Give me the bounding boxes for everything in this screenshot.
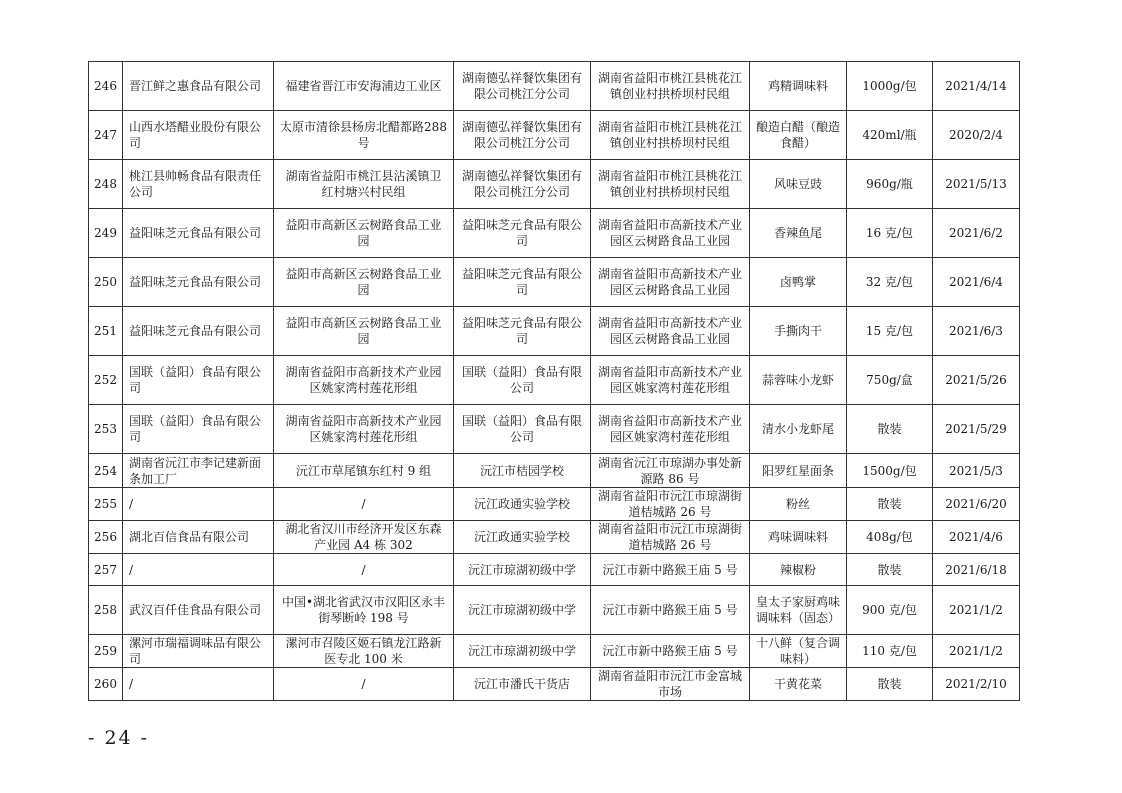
cell-specification: 散装 bbox=[847, 554, 933, 586]
cell-specification: 32 克/包 bbox=[847, 258, 933, 307]
cell-production-date: 2021/5/29 bbox=[933, 405, 1020, 454]
table-row bbox=[89, 668, 1020, 701]
cell-producer-address: 湖南省益阳市桃江县沾溪镇卫红村塘兴村民组 bbox=[274, 160, 454, 209]
table-row bbox=[89, 209, 1020, 258]
cell-producer-address: 湖南省益阳市高新技术产业园区姚家湾村莲花形组 bbox=[274, 405, 454, 454]
page-number: - 24 - bbox=[88, 727, 150, 749]
cell-sampled-unit-address: 沅江市新中路猴王庙 5 号 bbox=[591, 586, 750, 635]
cell-producer-name: 国联（益阳）食品有限公司 bbox=[123, 405, 274, 454]
cell-specification: 散装 bbox=[847, 668, 933, 701]
cell-sampled-unit: 益阳味芝元食品有限公司 bbox=[454, 209, 591, 258]
table-row bbox=[89, 554, 1020, 586]
cell-sampled-unit: 湖南德弘祥餐饮集团有限公司桃江分公司 bbox=[454, 62, 591, 111]
table-row bbox=[89, 454, 1020, 488]
cell-product-name: 鸡味调味料 bbox=[750, 521, 847, 554]
cell-producer-name: 益阳味芝元食品有限公司 bbox=[123, 258, 274, 307]
cell-producer-address: / bbox=[274, 488, 454, 521]
cell-serial-number: 253 bbox=[89, 405, 123, 454]
cell-production-date: 2021/1/2 bbox=[933, 635, 1020, 668]
cell-product-name: 清水小龙虾尾 bbox=[750, 405, 847, 454]
cell-specification: 408g/包 bbox=[847, 521, 933, 554]
cell-serial-number: 250 bbox=[89, 258, 123, 307]
cell-sampled-unit: 益阳味芝元食品有限公司 bbox=[454, 258, 591, 307]
cell-product-name: 酿造白醋（酿造食醋） bbox=[750, 111, 847, 160]
cell-serial-number: 257 bbox=[89, 554, 123, 586]
cell-producer-address: 益阳市高新区云树路食品工业园 bbox=[274, 307, 454, 356]
cell-producer-address: 中国•湖北省武汉市汉阳区永丰街琴断岭 198 号 bbox=[274, 586, 454, 635]
cell-producer-address: / bbox=[274, 668, 454, 701]
cell-producer-address: 湖北省汉川市经济开发区东森产业园 A4 栋 302 bbox=[274, 521, 454, 554]
cell-product-name: 阳罗红星面条 bbox=[750, 454, 847, 488]
cell-production-date: 2021/4/14 bbox=[933, 62, 1020, 111]
cell-sampled-unit: 湖南德弘祥餐饮集团有限公司桃江分公司 bbox=[454, 160, 591, 209]
cell-sampled-unit-address: 湖南省益阳市桃江县桃花江镇创业村拱桥坝村民组 bbox=[591, 62, 750, 111]
cell-product-name: 风味豆豉 bbox=[750, 160, 847, 209]
cell-sampled-unit: 沅江市桔园学校 bbox=[454, 454, 591, 488]
cell-production-date: 2021/4/6 bbox=[933, 521, 1020, 554]
cell-producer-address: 福建省晋江市安海浦边工业区 bbox=[274, 62, 454, 111]
cell-product-name: 辣椒粉 bbox=[750, 554, 847, 586]
table-row bbox=[89, 635, 1020, 668]
cell-serial-number: 247 bbox=[89, 111, 123, 160]
cell-sampled-unit-address: 沅江市新中路猴王庙 5 号 bbox=[591, 554, 750, 586]
cell-production-date: 2021/5/3 bbox=[933, 454, 1020, 488]
cell-producer-address: 湖南省益阳市高新技术产业园区姚家湾村莲花形组 bbox=[274, 356, 454, 405]
cell-specification: 110 克/包 bbox=[847, 635, 933, 668]
cell-producer-name: 山西水塔醋业股份有限公司 bbox=[123, 111, 274, 160]
cell-specification: 1500g/包 bbox=[847, 454, 933, 488]
cell-producer-name: 湖北百信食品有限公司 bbox=[123, 521, 274, 554]
cell-producer-name: / bbox=[123, 488, 274, 521]
cell-sampled-unit-address: 湖南省益阳市高新技术产业园区云树路食品工业园 bbox=[591, 258, 750, 307]
cell-serial-number: 249 bbox=[89, 209, 123, 258]
cell-specification: 15 克/包 bbox=[847, 307, 933, 356]
cell-specification: 散装 bbox=[847, 405, 933, 454]
cell-producer-address: 漯河市召陵区姬石镇龙江路新医专北 100 米 bbox=[274, 635, 454, 668]
table-row bbox=[89, 521, 1020, 554]
cell-producer-address: / bbox=[274, 554, 454, 586]
cell-sampled-unit: 国联（益阳）食品有限公司 bbox=[454, 356, 591, 405]
table-row bbox=[89, 160, 1020, 209]
cell-producer-name: 益阳味芝元食品有限公司 bbox=[123, 307, 274, 356]
cell-sampled-unit-address: 湖南省益阳市桃江县桃花江镇创业村拱桥坝村民组 bbox=[591, 160, 750, 209]
cell-serial-number: 252 bbox=[89, 356, 123, 405]
cell-sampled-unit-address: 湖南省益阳市沅江市金富城市场 bbox=[591, 668, 750, 701]
cell-specification: 1000g/包 bbox=[847, 62, 933, 111]
cell-sampled-unit-address: 湖南省益阳市沅江市琼湖街道桔城路 26 号 bbox=[591, 488, 750, 521]
cell-sampled-unit: 沅江市琼湖初级中学 bbox=[454, 586, 591, 635]
cell-specification: 960g/瓶 bbox=[847, 160, 933, 209]
cell-producer-address: 益阳市高新区云树路食品工业园 bbox=[274, 209, 454, 258]
cell-specification: 420ml/瓶 bbox=[847, 111, 933, 160]
cell-product-name: 皇太子家厨鸡味调味料（固态） bbox=[750, 586, 847, 635]
cell-producer-name: 桃江县帅畅食品有限责任公司 bbox=[123, 160, 274, 209]
cell-serial-number: 255 bbox=[89, 488, 123, 521]
cell-product-name: 鸡精调味料 bbox=[750, 62, 847, 111]
cell-serial-number: 246 bbox=[89, 62, 123, 111]
cell-product-name: 卤鸭掌 bbox=[750, 258, 847, 307]
table-row bbox=[89, 356, 1020, 405]
cell-sampled-unit-address: 湖南省益阳市高新技术产业园区云树路食品工业园 bbox=[591, 209, 750, 258]
cell-serial-number: 251 bbox=[89, 307, 123, 356]
cell-product-name: 手撕肉干 bbox=[750, 307, 847, 356]
cell-sampled-unit: 沅江政通实验学校 bbox=[454, 488, 591, 521]
table-row bbox=[89, 586, 1020, 635]
cell-production-date: 2021/6/20 bbox=[933, 488, 1020, 521]
cell-sampled-unit: 国联（益阳）食品有限公司 bbox=[454, 405, 591, 454]
cell-specification: 16 克/包 bbox=[847, 209, 933, 258]
cell-sampled-unit: 益阳味芝元食品有限公司 bbox=[454, 307, 591, 356]
cell-sampled-unit: 沅江市琼湖初级中学 bbox=[454, 554, 591, 586]
sampling-records-table bbox=[88, 61, 1020, 701]
cell-serial-number: 258 bbox=[89, 586, 123, 635]
table-row bbox=[89, 488, 1020, 521]
cell-production-date: 2021/6/3 bbox=[933, 307, 1020, 356]
cell-producer-name: 国联（益阳）食品有限公司 bbox=[123, 356, 274, 405]
cell-producer-name: 益阳味芝元食品有限公司 bbox=[123, 209, 274, 258]
cell-sampled-unit: 湖南德弘祥餐饮集团有限公司桃江分公司 bbox=[454, 111, 591, 160]
cell-producer-address: 益阳市高新区云树路食品工业园 bbox=[274, 258, 454, 307]
cell-sampled-unit-address: 湖南省益阳市沅江市琼湖街道桔城路 26 号 bbox=[591, 521, 750, 554]
cell-sampled-unit-address: 湖南省益阳市高新技术产业园区姚家湾村莲花形组 bbox=[591, 405, 750, 454]
cell-producer-address: 太原市清徐县杨房北醋都路288号 bbox=[274, 111, 454, 160]
cell-producer-address: 沅江市草尾镇东红村 9 组 bbox=[274, 454, 454, 488]
cell-production-date: 2020/2/4 bbox=[933, 111, 1020, 160]
cell-sampled-unit: 沅江市潘氏干货店 bbox=[454, 668, 591, 701]
table-row bbox=[89, 258, 1020, 307]
cell-product-name: 香辣鱼尾 bbox=[750, 209, 847, 258]
cell-producer-name: 晋江鲜之惠食品有限公司 bbox=[123, 62, 274, 111]
cell-producer-name: 武汉百仟佳食品有限公司 bbox=[123, 586, 274, 635]
cell-serial-number: 248 bbox=[89, 160, 123, 209]
table-body bbox=[89, 62, 1020, 701]
table-row bbox=[89, 62, 1020, 111]
table-row bbox=[89, 307, 1020, 356]
cell-sampled-unit: 沅江政通实验学校 bbox=[454, 521, 591, 554]
cell-serial-number: 259 bbox=[89, 635, 123, 668]
cell-sampled-unit-address: 湖南省益阳市高新技术产业园区姚家湾村莲花形组 bbox=[591, 356, 750, 405]
cell-producer-name: 漯河市瑞福调味品有限公司 bbox=[123, 635, 274, 668]
cell-production-date: 2021/6/2 bbox=[933, 209, 1020, 258]
cell-serial-number: 256 bbox=[89, 521, 123, 554]
cell-product-name: 干黄花菜 bbox=[750, 668, 847, 701]
cell-sampled-unit-address: 湖南省沅江市琼湖办事处新源路 86 号 bbox=[591, 454, 750, 488]
cell-product-name: 十八鲜（复合调味料） bbox=[750, 635, 847, 668]
cell-production-date: 2021/6/18 bbox=[933, 554, 1020, 586]
cell-product-name: 粉丝 bbox=[750, 488, 847, 521]
cell-producer-name: / bbox=[123, 668, 274, 701]
cell-producer-name: / bbox=[123, 554, 274, 586]
cell-sampled-unit-address: 沅江市新中路猴王庙 5 号 bbox=[591, 635, 750, 668]
cell-production-date: 2021/5/13 bbox=[933, 160, 1020, 209]
cell-production-date: 2021/2/10 bbox=[933, 668, 1020, 701]
cell-serial-number: 254 bbox=[89, 454, 123, 488]
cell-production-date: 2021/6/4 bbox=[933, 258, 1020, 307]
table-row bbox=[89, 405, 1020, 454]
cell-production-date: 2021/5/26 bbox=[933, 356, 1020, 405]
cell-serial-number: 260 bbox=[89, 668, 123, 701]
cell-product-name: 蒜蓉味小龙虾 bbox=[750, 356, 847, 405]
table-row bbox=[89, 111, 1020, 160]
cell-specification: 散装 bbox=[847, 488, 933, 521]
cell-specification: 750g/盒 bbox=[847, 356, 933, 405]
cell-specification: 900 克/包 bbox=[847, 586, 933, 635]
cell-sampled-unit: 沅江市琼湖初级中学 bbox=[454, 635, 591, 668]
cell-production-date: 2021/1/2 bbox=[933, 586, 1020, 635]
cell-sampled-unit-address: 湖南省益阳市桃江县桃花江镇创业村拱桥坝村民组 bbox=[591, 111, 750, 160]
cell-producer-name: 湖南省沅江市李记建新面条加工厂 bbox=[123, 454, 274, 488]
cell-sampled-unit-address: 湖南省益阳市高新技术产业园区云树路食品工业园 bbox=[591, 307, 750, 356]
